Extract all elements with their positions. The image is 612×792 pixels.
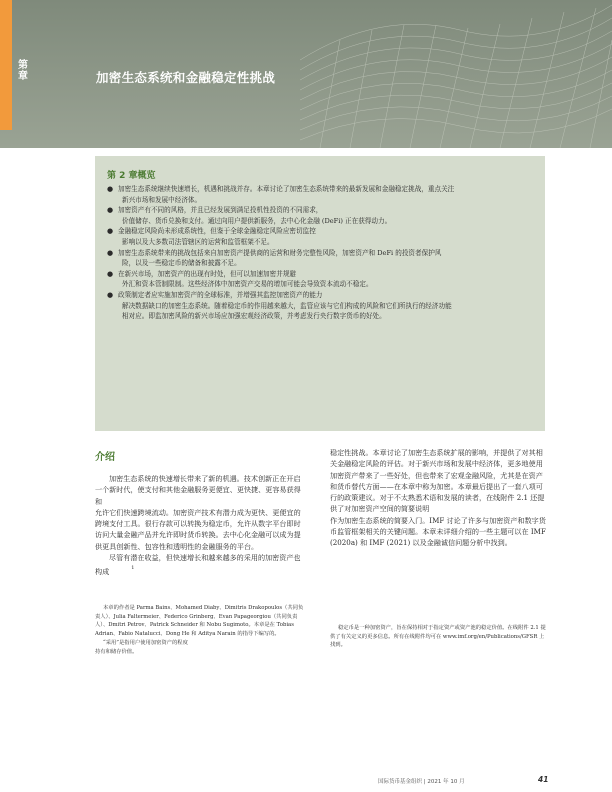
bullet-icon: ● [107,185,114,193]
footnotes-left [95,604,305,656]
intro-heading: 介绍 [95,452,115,463]
footnote-1-cont: 持有和储存价值。 [95,648,138,655]
bullet-icon: ● [107,227,114,236]
overview-bullet-item: ● 加密资产有不同的风格，并且已经发展到满足投机性投资的不同需求， 价值储存、货币兑换和支付。通过向用户提供新服务，去中心化金融 (DeFi) 正在获得动力。 [107,206,392,225]
mesh-landscape-graphic [0,0,612,148]
intro-paragraph: 允许它们快速跨境流动。加密资产技术有潜力成为更快、更便宜的跨境支付工具。很行存款可以转换为稳定币，允许从数字平台即时访问大量金融产品并允许即时货币转换。去中心化金融可以成为提供更具创新性、包容性和透明性的金融服务的平台。 [95,507,301,551]
footer-publication: 国际货币基金组织 | 2021 年 10 月 [378,779,465,785]
overview-bullet-item: ● 金融稳定风险尚未形成系统性，但鉴于全球金融稳定风险应密切监控 影响以及大多数司法管辖区的运营和监管框架不足。 [107,227,316,246]
footnote-marker: 1 [131,565,135,572]
chapter-label: 第 章 [18,60,28,82]
footnote-2: 稳定币是一种加密资产，旨在保持相对于指定资产或资产池的稳定价值。在线附件 2.1 提供了有关定义的更多信息。所有在线附件均可在 www.imf.org/en/Publications/GFSR 上找到。 [330,625,546,649]
chapter-header-banner [0,0,612,148]
bullet-icon: ● [107,269,114,278]
overview-title: 第 2 章概览 [107,171,156,181]
bullet-icon: ● [107,206,114,215]
chapter-tab-marker [0,0,12,130]
body-paragraph: 作为加密生态系统的简要入门。IMF 讨论了许多与加密资产和数字货币监管框架相关的关键问题。本章未详细介绍的一些主题可以在 IMF (2020a) 和 IMF (2021) 以及金融诚信问题分析中找到。 [330,515,546,548]
overview-bullet-item: ● 政策制定者应实施加密资产的全球标准，并增强其监控加密资产的能力 解决数据缺口的加密生态系统。随着稳定币的作用越来越大，监管应该与它们构成的风险和它们所执行的经济功能 相对应。即监加密风险的新兴市场应加强宏观经济政策，并考虑发行央行数字货币的好处。 [107,290,452,321]
bullet-icon: ● [107,290,114,299]
footnote-1: “采用”是指用户使用加密资产的程度 [103,639,188,646]
overview-bullet-list [105,184,535,322]
right-text-column [330,447,548,549]
intro-paragraph: 加密生态系统的快速增长带来了新的机遇。技术创新正在开启一个新时代，使支付和其他金融服务更便宜、更快捷、更容易获得和 [95,474,301,506]
intro-paragraph: 尽管有潜在收益，但快速增长和越来越多的采用的加密资产也构成 $^1$ [95,553,301,577]
page-number: 41 [538,775,549,784]
author-footnote: 本章的作者是 Parma Bains、Mohamed Diaby、Dimitris Drakopoulos（共同负责人）、Julia Faltermeier、Federico Grinberg、Evan Papageorgiou（共同负责人）、Dmitri Petrov、Patrick Schneider 和 Nobu Sugimoto。本章是在 Tobias Adrian、Fabio Natalucci、Dong He 和 Aditya Narain 的指导下编写的。 [95,605,304,638]
chapter-title: 加密生态系统和金融稳定性挑战 [96,70,276,85]
left-text-column [95,448,305,578]
overview-bullet-item: ● 在新兴市场，加密资产的出现有时处，但可以加速加密并规避 外汇和资本管制限制。这些经济体中加密资产交易的增加可能会导致资本流动不稳定。 [107,269,373,289]
body-paragraph: 稳定性挑战。本章讨论了加密生态系统扩展的影响，并提供了对其相关金融稳定风险的评估。对于新兴市场和发展中经济体，更多地使用加密资产带来了一些好处，但也带来了宏观金融风险，尤其是在资产和货币替代方面——在本章中称为加密。本章最后提出了一套八项可行的政策建议。对于不太熟悉术语和发展的读者，在线附件 2.1 还提供了对加密资产空间的简要说明 [330,448,545,514]
chapter-overview-box [95,156,545,431]
footnotes-right [330,624,548,650]
overview-bullet-item: ● 加密生态系统带来的挑战包括来自加密资产提供商的运营和财务完整性风险，加密资产和 DeFi 的投资者保护风 险，以及一些稳定币的储备和披露不足。 [107,248,442,268]
bullet-icon: ● [107,248,114,257]
overview-bullet-item: ● 加密生态系统继续快速增长，机遇和挑战并存。本章讨论了加密生态系统带来的最新发展和金融稳定挑战，重点关注 新兴市场和发展中经济体。 [107,185,455,204]
